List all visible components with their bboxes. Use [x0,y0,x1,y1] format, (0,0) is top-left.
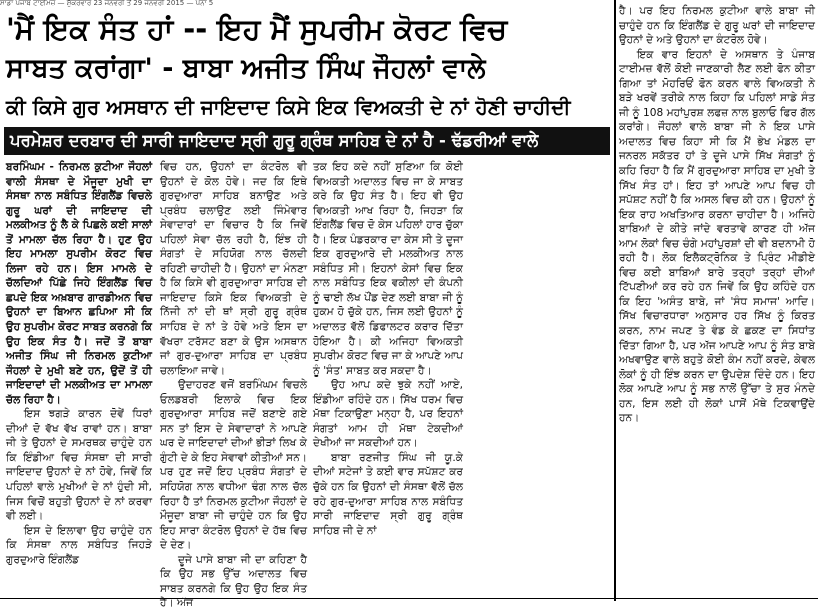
top-header-strip: ਸਾਡਾ ਪੰਜਾਬ ਟਾਈਮਜ਼ — ਸ਼ੁੱਕਰਵਾਰ 23 ਜਨਵਰੀ ਤੋਂ 29 ਜਨਵਰੀ 2015 — ਪੰਨਾ 5 [0,0,214,7]
article-paragraph: ਤਕ ਇਹ ਕਦੇ ਨਹੀਂ ਸੁਣਿਆ ਕਿ ਕੋਈ ਵਿਅਕਤੀ ਅਦਾਲਤ ਵਿਚ ਜਾ ਕੇ ਸਾਬਤ ਕਰੇ ਕਿ ਉਹ ਸੰਤ ਹੈ। ਇਹ ਵੀ ਉਹ ਵਿਅਕਤੀ ਆਖ ਰਿਹਾ ਹੈ, ਜਿਹੜਾ ਕਿ ਇੰਗਲੈਂਡ ਵਿਚ ਦੋ ਕੇਸ ਪਹਿਲਾਂ ਹਾਰ ਚੁੱਕਾ ਹੈ। ਇਕ ਪੰਡਰਕਾਰ ਦਾ ਕੇਸ ਸੀ ਤੇ ਦੂਜਾ ਇਕ ਗੁਰਦੁਆਰੇ ਦੀ ਮਲਕੀਅਤ ਨਾਲ ਸਬੰਧਿਤ ਸੀ। ਇਹਨਾਂ ਕੇਸਾਂ ਵਿਚ ਇਕ ਨਾਲ ਸਬੰਧਿਤ ਇਕ ਵਕੀਲਾਂ ਦੀ ਕੰਪਨੀ ਨੂੰ ਢਾਈ ਲੱਖ ਪੌਂਡ ਦੇਣ ਲਈ ਬਾਬਾ ਜੀ ਨੂੰ ਹੁਕਮ ਹੋ ਚੁੱਕੇ ਹਨ, ਜਿਸ ਲਈ ਉਹਨਾਂ ਨੂੰ ਅਦਾਲਤ ਵੱਲੋਂ ਡਿਫਾਲਟਰ ਕਰਾਰ ਦਿੱਤਾ ਹੋਇਆ ਹੈ। ਕੀ ਅਜਿਹਾ ਵਿਅਕਤੀ ਸੁਪਰੀਮ ਕੋਰਟ ਵਿਚ ਜਾ ਕੇ ਆਪਣੇ ਆਪ ਨੂੰ 'ਸੰਤ' ਸਾਬਤ ਕਰ ਸਕਦਾ ਹੈ। [313,161,463,377]
subheadline-banner: ਪਰਮੇਸ਼ਰ ਦਰਬਾਰ ਦੀ ਸਾਰੀ ਜਾਇਦਾਦ ਸ੍ਰੀ ਗੁਰੂ ਗ੍ਰੰਥ ਸਾਹਿਬ ਦੇ ਨਾਂ ਹੈ - ਢੱਡਰੀਆਂ ਵਾਲੇ [4,127,610,155]
article-paragraph: ਉਦਾਹਰਣ ਵਜੋਂ ਬਰਮਿੰਘਮ ਵਿਚਲੇ ਓਲਡਬਰੀ ਇਲਾਕੇ ਵਿਚ ਇਕ ਗੁਰਦੁਆਰਾ ਸਾਹਿਬ ਜਦੋਂ ਬਣਾਏ ਗਏ ਸਨ ਤਾਂ ਇਸ ਦੇ ਸੇਵਾਦਾਰਾਂ ਨੇ ਆਪਣੇ ਘਰ ਦੇ ਜਾਇਦਾਦਾਂ ਦੀਆਂ ਭੀੜਾਂ ਲਿਖ ਕੇ ਗੁੰਟੀ ਦੇ ਕੇ ਇਹ ਸੇਵਾਵਾਂ ਕੀਤੀਆਂ ਸਨ। ਪਰ ਹੁਣ ਜਦੋਂ ਇਹ ਪ੍ਰਬੰਧ ਸੰਗਤਾਂ ਦੇ ਸਹਿਯੋਗ ਨਾਲ ਵਧੀਆ ਢੰਗ ਨਾਲ ਚੱਲ ਰਿਹਾ ਹੈ ਤਾਂ ਨਿਰਮਲ ਕੁਟੀਆ ਜੌਹਲਾਂ ਦੇ ਮੌਜੂਦਾ ਬਾਬਾ ਜੀ ਚਾਹੁੰਦੇ ਹਨ ਕਿ ਉਹ ਇਹ ਸਾਰਾ ਕੰਟਰੋਲ ਉਹਨਾਂ ਦੇ ਹੱਥ ਵਿਚ ਦੇ ਦੇਣ। [160,379,307,552]
bottom-rule [0,598,818,599]
article-lead-paragraph: ਬਰਮਿੰਘਮ - ਨਿਰਮਲ ਕੁਟੀਆ ਜੌਹਲਾਂ ਵਾਲੀ ਸੰਸਥਾ ਦੇ ਮੌਜੂਦਾ ਮੁਖੀ ਦਾ ਸੰਸਥਾ ਨਾਲ ਸਬੰਧਿਤ ਇੰਗਲੈਂਡ ਵਿਚਲੇ ਗੁਰੂ ਘਰਾਂ ਦੀ ਜਾਇਦਾਦ ਦੀ ਮਲਕੀਅਤ ਨੂੰ ਲੈ ਕੇ ਪਿਛਲੇ ਕਈ ਸਾਲਾਂ ਤੋਂ ਮਾਮਲਾ ਚੱਲ ਰਿਹਾ ਹੈ। ਹੁਣ ਉਹ ਇਹ ਮਾਮਲਾ ਸੁਪਰੀਮ ਕੋਰਟ ਵਿਚ ਲਿਜਾ ਰਹੇ ਹਨ। ਇਸ ਮਾਮਲੇ ਦੇ ਚੱਲਦਿਆਂ ਪਿੱਛੇ ਜਿਹੇ ਇੰਗਲੈਂਡ ਵਿਚ ਛਪਦੇ ਇਕ ਅਖ਼ਬਾਰ ਗਾਰਡੀਅਨ ਵਿਚ ਉਹਨਾਂ ਦਾ ਬਿਆਨ ਛਪਿਆ ਸੀ ਕਿ ਉਹ ਸੁਪਰੀਮ ਕੋਰਟ ਸਾਬਤ ਕਰਨਗੇ ਕਿ ਉਹ ਇਕ ਸੰਤ ਹੈ। ਜਦੋਂ ਤੋਂ ਬਾਬਾ ਅਜੀਤ ਸਿੰਘ ਜੀ ਨਿਰਮਲ ਕੁਟੀਆ ਜੌਹਲਾਂ ਦੇ ਮੁਖੀ ਬਣੇ ਹਨ, ਉਦੋਂ ਤੋਂ ਹੀ ਜਾਇਦਾਦਾਂ ਦੀ ਮਲਕੀਅਤ ਦਾ ਮਾਮਲਾ ਚੱਲ ਰਿਹਾ ਹੈ। [6,161,152,406]
article-paragraph: ਦੂਜੇ ਪਾਸੇ ਬਾਬਾ ਜੀ ਦਾ ਕਹਿਣਾ ਹੈ ਕਿ ਉਹ ਸਭ ਉੱਚ ਅਦਾਲਤ ਵਿਚ ਸਾਬਤ ਕਰਨਗੇ ਕਿ ਉਹ ਉਹ ਇਕ ਸੰਤ ਹੈ। ਅੱਜ [160,553,307,610]
article-paragraph: ਇਸ ਦੇ ਇਲਾਵਾ ਉਹ ਚਾਹੁੰਦੇ ਹਨ ਕਿ ਸੰਸਥਾ ਨਾਲ ਸਬੰਧਿਤ ਜਿਹੜੇ ਗੁਰਦੁਆਰੇ ਇੰਗਲੈਂਡ [6,524,152,566]
article-paragraph: ਉਹ ਆਪ ਕਦੇ ਝੁਕੇ ਨਹੀਂ ਆਏ, ਇੰਡੀਆ ਰਹਿੰਦੇ ਹਨ। ਸਿੱਖ ਧਰਮ ਵਿਚ ਮੱਥਾ ਟਿਕਾਉਣਾ ਮਨ੍ਹਾ ਹੈ, ਪਰ ਇਹਨਾਂ ਸੰਗਤਾਂ ਆਮ ਹੀ ਮੱਥਾ ਟੇਕਦੀਆਂ ਦੇਖੀਆਂ ਜਾ ਸਕਦੀਆਂ ਹਨ। [313,379,463,450]
headline-line-3: ਕੀ ਕਿਸੇ ਗੁਰ ਅਸਥਾਨ ਦੀ ਜਾਇਦਾਦ ਕਿਸੇ ਇਕ ਵਿਅਕਤੀ ਦੇ ਨਾਂ ਹੋਣੀ ਚਾਹੀਦੀ [6,95,571,119]
headline-line-2: ਸਾਬਤ ਕਰਾਂਗਾ' - ਬਾਬਾ ਅਜੀਤ ਸਿੰਘ ਜੌਹਲਾਂ ਵਾਲੇ [6,53,486,84]
article-paragraph: ਵਿਚ ਹਨ, ਉਹਨਾਂ ਦਾ ਕੰਟਰੋਲ ਵੀ ਉਹਨਾਂ ਦੇ ਕੋਲ ਹੋਵੇ। ਜਦ ਕਿ ਇਥੇ ਗੁਰਦੁਆਰਾ ਸਾਹਿਬ ਬਨਾਉਣ ਅਤੇ ਪ੍ਰਬੰਧ ਚਲਾਉਣ ਲਈ ਜਿੰਮੇਵਾਰ ਸੇਵਾਦਾਰਾਂ ਦਾ ਵਿਚਾਰ ਹੈ ਕਿ ਜਿਵੇਂ ਪਹਿਲਾਂ ਸੇਵਾ ਚੱਲ ਰਹੀ ਹੈ, ਇੰਝ ਹੀ ਸੰਗਤਾਂ ਦੇ ਸਹਿਯੋਗ ਨਾਲ ਚੱਲਦੀ ਰਹਿਣੀ ਚਾਹੀਦੀ ਹੈ। ਉਹਨਾਂ ਦਾ ਮੰਨਣਾ ਹੈ ਕਿ ਕਿਸੇ ਵੀ ਗੁਰਦੁਆਰਾ ਸਾਹਿਬ ਦੀ ਜਾਇਦਾਦ ਕਿਸੇ ਇਕ ਵਿਅਕਤੀ ਦੇ ਨਿੱਜੀ ਨਾਂ ਦੀ ਥਾਂ ਸ੍ਰੀ ਗੁਰੂ ਗ੍ਰੰਥ ਸਾਹਿਬ ਦੇ ਨਾਂ ਤੇ ਹੋਵੇ ਅਤੇ ਇਸ ਦਾ ਵੱਖਰਾ ਟਰੱਸਟ ਬਣਾ ਕੇ ਉਸ ਅਸਥਾਨ ਜਾਂ ਗੁਰ-ਦੁਆਰਾ ਸਾਹਿਬ ਦਾ ਪ੍ਰਬੰਧ ਚਲਾਇਆ ਜਾਵੇ। [160,161,307,377]
column-rule [614,0,616,601]
article-paragraph: ਇਸ ਝਗੜੇ ਕਾਰਨ ਦੋਵੇਂ ਧਿਰਾਂ ਦੀਆਂ ਦੋ ਵੱਖ ਵੱਖ ਰਾਵਾਂ ਹਨ। ਬਾਬਾ ਜੀ ਤੇ ਉਹਨਾਂ ਦੇ ਸਮਰਥਕ ਚਾਹੁੰਦੇ ਹਨ ਕਿ ਇੰਡੀਆ ਵਿਚ ਸੰਸਥਾ ਦੀ ਸਾਰੀ ਜਾਇਦਾਦ ਉਹਨਾਂ ਦੇ ਨਾਂ ਹੋਵੇ, ਜਿਵੇਂ ਕਿ ਪਹਿਲਾਂ ਵਾਲੇ ਮੁਖੀਆਂ ਦੇ ਨਾਂ ਹੁੰਦੀ ਸੀ, ਜਿਸ ਵਿਚੋਂ ਬਹੁਤੀ ਉਹਨਾਂ ਦੇ ਨਾਂ ਕਰਵਾ ਵੀ ਲਈ। [6,408,152,523]
article-paragraph: ਹੈ। ਪਰ ਇਹ ਨਿਰਮਲ ਕੁਟੀਆ ਵਾਲੇ ਬਾਬਾ ਜੀ ਚਾਹੁੰਦੇ ਹਨ ਕਿ ਇੰਗਲੈਂਡ ਦੇ ਗੁਰੂ ਘਰਾਂ ਦੀ ਜਾਇਦਾਦ ਉਹਨਾਂ ਦੇ ਅਤੇ ਉਹਨਾਂ ਦਾ ਕੰਟਰੋਲ ਹੋਵੇ। [619,5,815,47]
article-column-2 [160,160,307,610]
headline-line-1: 'ਮੈਂ ਇਕ ਸੰਤ ਹਾਂ -- ਇਹ ਮੈਂ ਸੁਪਰੀਮ ਕੋਰਟ ਵਿਚ [6,12,508,46]
article-column-3 [313,160,463,598]
article-column-1 [6,160,152,598]
article-column-4 [619,4,815,598]
article-paragraph: ਬਾਬਾ ਰਣਜੀਤ ਸਿੰਘ ਜੀ ਯੂ.ਕੇ ਦੀਆਂ ਸਟੇਜਾਂ ਤੇ ਕਈ ਵਾਰ ਸਪੱਸ਼ਟ ਕਰ ਚੁੱਕੇ ਹਨ ਕਿ ਉਹਨਾਂ ਦੀ ਸੰਸਥਾ ਵੱਲੋਂ ਚੱਲ ਰਹੇ ਗੁਰ-ਦੁਆਰਾ ਸਾਹਿਬ ਨਾਲ ਸਬੰਧਿਤ ਸਾਰੀ ਜਾਇਦਾਦ ਸ੍ਰੀ ਗੁਰੂ ਗ੍ਰੰਥ ਸਾਹਿਬ ਜੀ ਦੇ ਨਾਂ [313,451,463,537]
article-paragraph: ਇਕ ਵਾਰ ਇਹਨਾਂ ਦੇ ਅਸਥਾਨ ਤੇ ਪੰਜਾਬ ਟਾਈਮਜ਼ ਵੱਲੋਂ ਕੋਈ ਜਾਣਕਾਰੀ ਲੈਣ ਲਈ ਫੋਨ ਕੀਤਾ ਗਿਆ ਤਾਂ ਮੋਹਰਿਓਂ ਫੋਨ ਕਰਨ ਵਾਲੇ ਵਿਅਕਤੀ ਨੇ ਬੜੇ ਖਰਵੇਂ ਤਰੀਕੇ ਨਾਲ ਕਿਹਾ ਕਿ ਪਹਿਲਾਂ ਸਾਡੇ ਸੰਤ ਜੀ ਨੂੰ 108 ਮਹਾਂਪੁਰਸ਼ ਲਫਜ਼ ਨਾਲ ਬੁਲਾਓ ਫਿਰ ਗੱਲ ਕਰਾਂਗੇ। ਜੌਹਲਾਂ ਵਾਲੇ ਬਾਬਾ ਜੀ ਨੇ ਇਕ ਪਾਸੇ ਅਦਾਲਤ ਵਿਚ ਕਿਹਾ ਸੀ ਕਿ ਮੈਂ ਭੇਖ ਮੰਡਲ ਦਾ ਜਨਰਲ ਸਕੱਤਰ ਹਾਂ ਤੇ ਦੂਜੇ ਪਾਸੇ ਸਿੱਖ ਸੰਗਤਾਂ ਨੂੰ ਕਹਿ ਰਿਹਾ ਹੈ ਕਿ ਮੈਂ ਗੁਰਦੁਆਰਾ ਸਾਹਿਬ ਦਾ ਮੁਖੀ ਤੇ ਸਿੱਖ ਸੰਤ ਹਾਂ। ਇਹ ਤਾਂ ਆਪਣੇ ਆਪ ਵਿਚ ਹੀ ਸਪੱਸ਼ਟ ਨਹੀਂ ਹੈ ਕਿ ਅਸਲ ਵਿਚ ਕੀ ਹਨ। ਉਹਨਾਂ ਨੂੰ ਇਕ ਰਾਹ ਅਖਤਿਆਰ ਕਰਨਾ ਚਾਹੀਦਾ ਹੈ। ਅਜਿਹੇ ਬਾਬਿਆਂ ਦੇ ਕੀਤੇ ਜਾਂਦੇ ਵਰਤਾਵੇ ਕਾਰਣ ਹੀ ਅੱਜ ਆਮ ਲੋਕਾਂ ਵਿਚ ਚੰਗੇ ਮਹਾਂਪੁਰਸ਼ਾਂ ਦੀ ਵੀ ਬਦਨਾਮੀ ਹੋ ਰਹੀ ਹੈ। ਲੋਕ ਇਲੈਕਟ੍ਰੋਨਿਕ ਤੇ ਪ੍ਰਿੰਟ ਮੀਡੀਏ ਵਿਚ ਕਈ ਬਾਬਿਆਂ ਬਾਰੇ ਤਰ੍ਹਾਂ ਤਰ੍ਹਾਂ ਦੀਆਂ ਟਿੱਪਣੀਆਂ ਕਰ ਰਹੇ ਹਨ ਜਿਵੇਂ ਕਿ ਉਹ ਕਹਿੰਦੇ ਹਨ ਕਿ ਇਹ 'ਅਸੰਤ ਬਾਬੇ, ਜਾਂ 'ਸੰਧ ਸਮਾਜ' ਆਦਿ। ਸਿੱਖ ਵਿਚਾਰਧਾਰਾ ਅਨੁਸਾਰ ਹਰ ਸਿੱਖ ਨੂੰ ਕਿਰਤ ਕਰਨ, ਨਾਮ ਜਪਣ ਤੇ ਵੰਡ ਕੇ ਛਕਣ ਦਾ ਸਿਧਾਂਤ ਦਿੱਤਾ ਗਿਆ ਹੈ, ਪਰ ਅੱਜ ਆਪਣੇ ਆਪ ਨੂੰ ਸੰਤ ਬਾਬੇ ਅਖਵਾਉਣ ਵਾਲੇ ਬਹੁਤੇ ਕੋਈ ਕੰਮ ਨਹੀਂ ਕਰਦੇ, ਕੇਵਲ ਲੋਕਾਂ ਨੂੰ ਹੀ ਇੰਝ ਕਰਨ ਦਾ ਉਪਦੇਸ਼ ਦਿੰਦੇ ਹਨ। ਇਹ ਲੋਕ ਆਪਣੇ ਆਪ ਨੂੰ ਸਭ ਨਾਲੋਂ ਉੱਚਾ ਤੇ ਸੁਰ ਮੰਨਦੇ ਹਨ, ਇਸ ਲਈ ਹੀ ਲੋਕਾਂ ਪਾਸੋਂ ਮੱਥੇ ਟਿਕਵਾਉਂਦੇ ਹਨ। [619,48,815,425]
